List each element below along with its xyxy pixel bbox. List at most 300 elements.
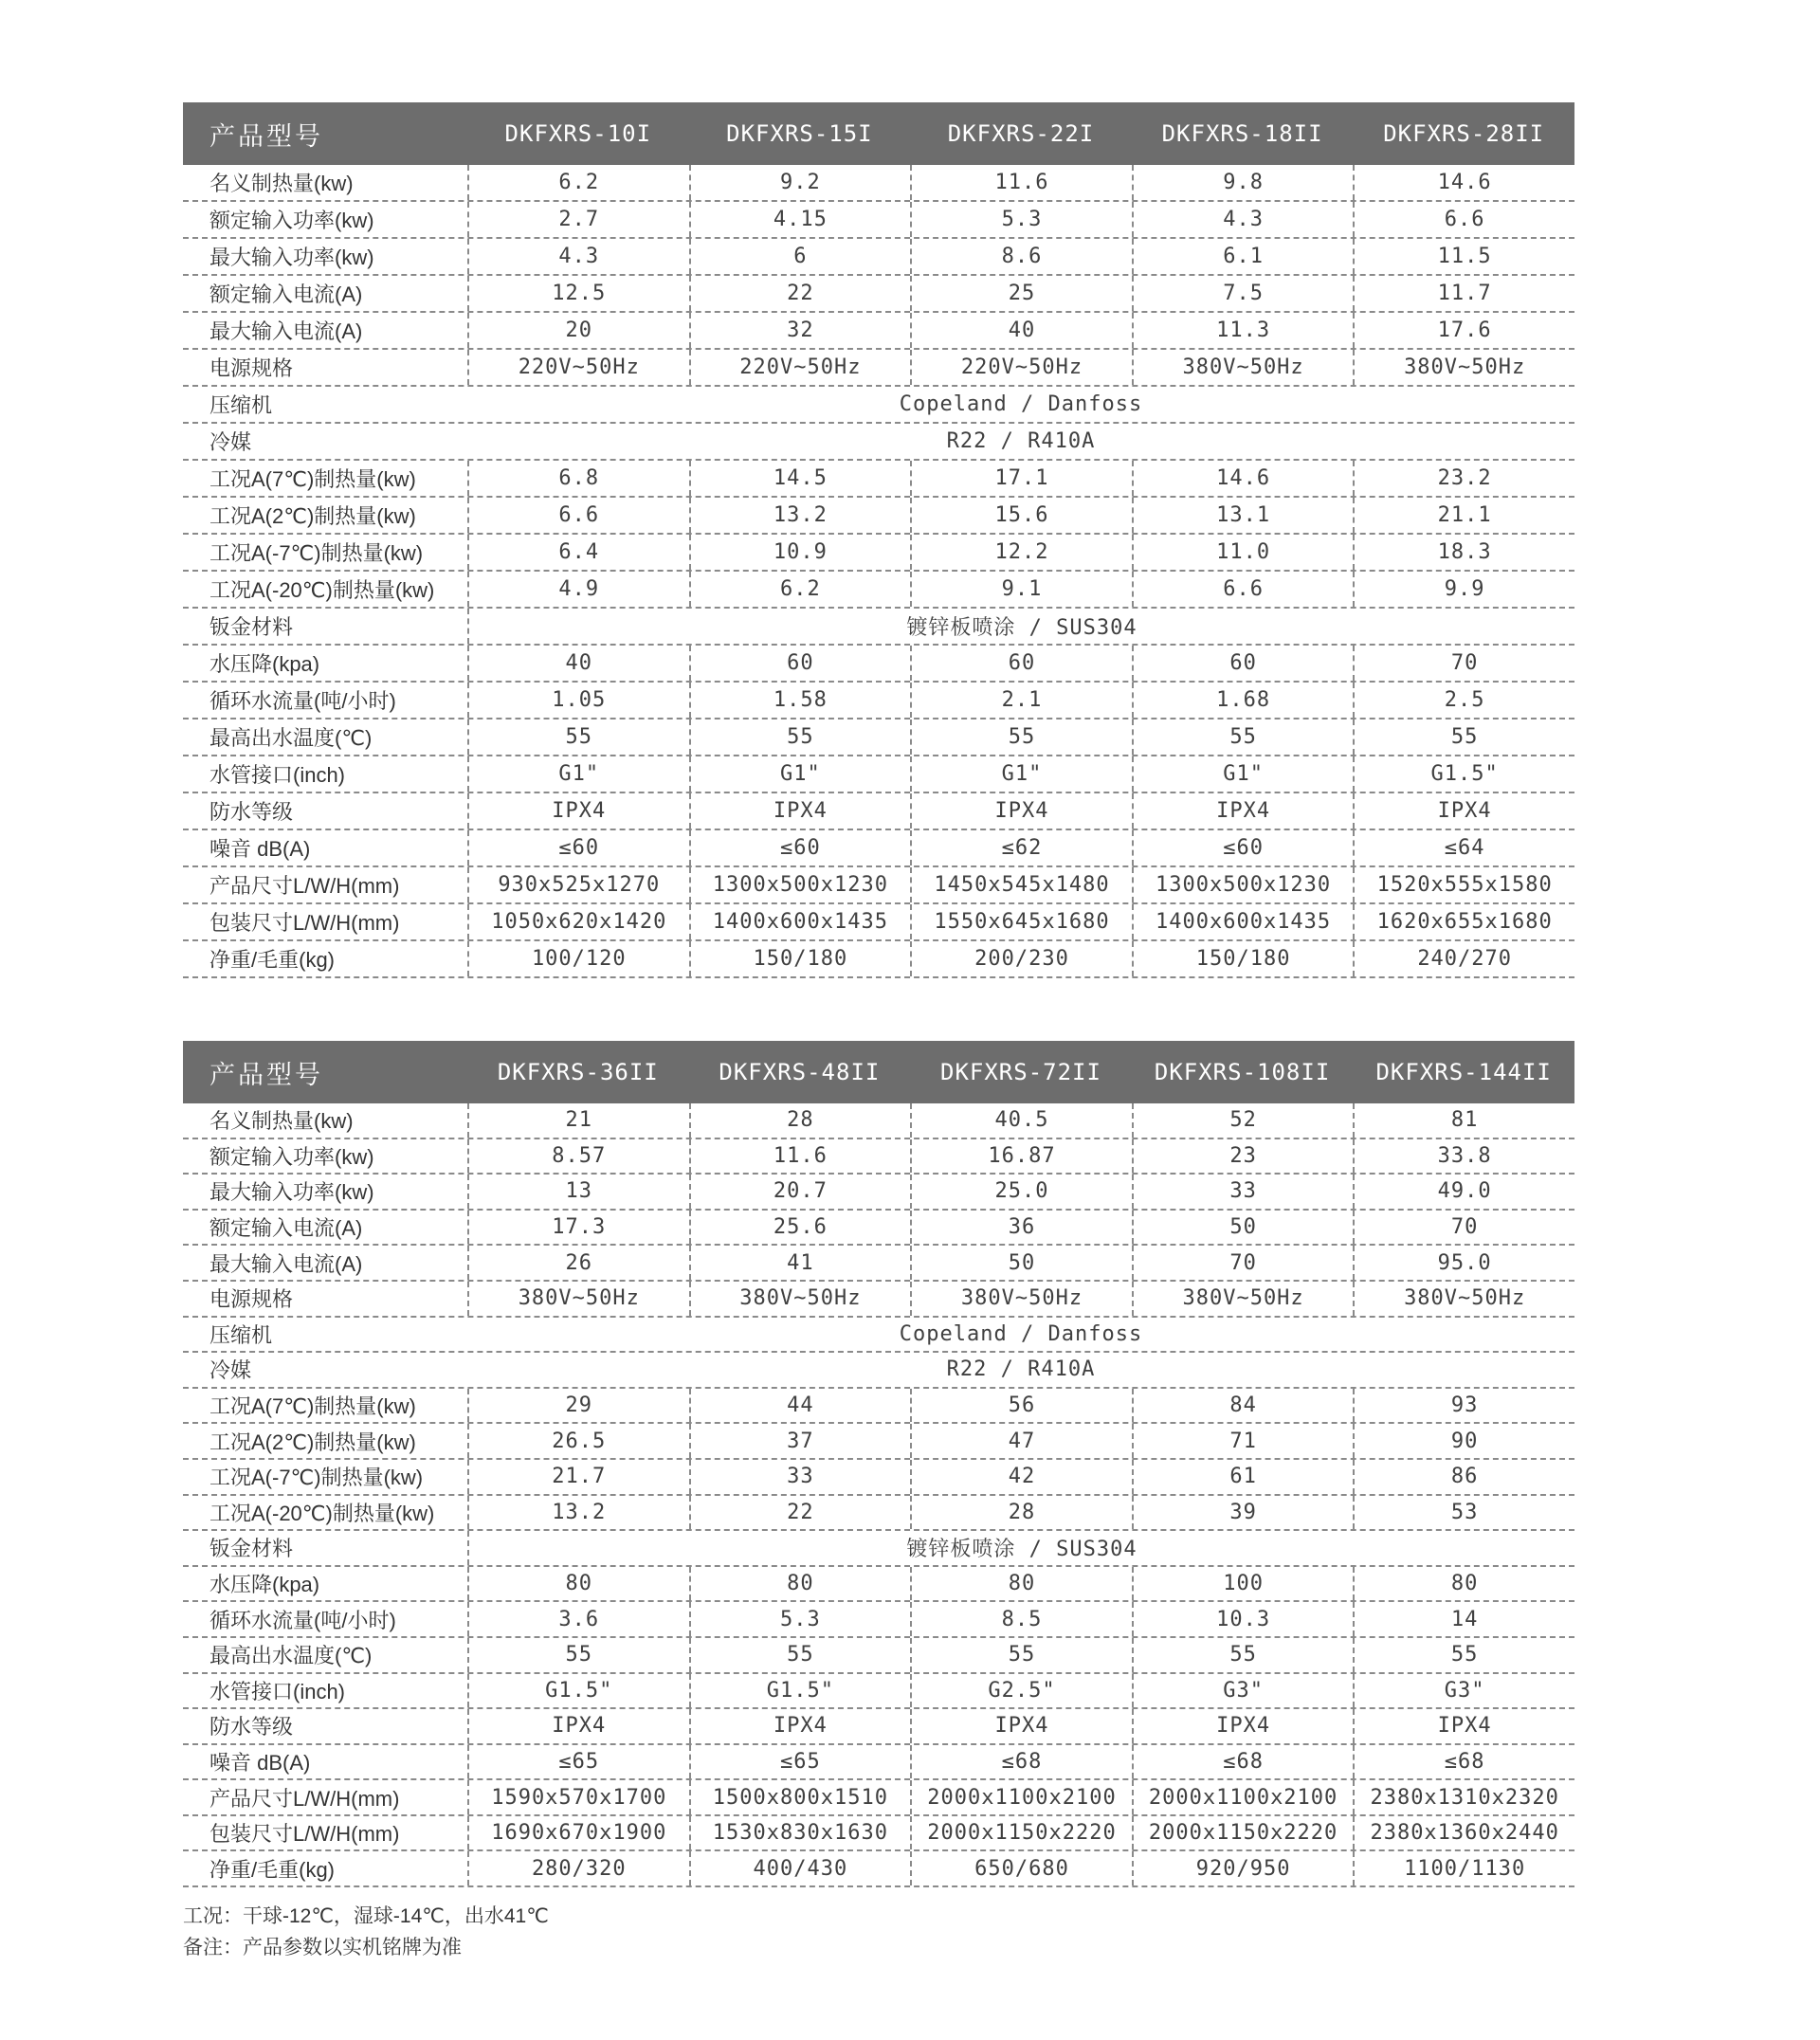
cell-value: 20 [467, 313, 689, 348]
cell-value: 100 [1132, 1567, 1354, 1601]
cell-value: 11.0 [1132, 535, 1354, 570]
cell-value: 42 [910, 1460, 1132, 1494]
cell-value: 70 [1132, 1246, 1354, 1280]
cell-value: 2000x1150x2220 [910, 1816, 1132, 1850]
row-label: 名义制热量(kw) [209, 172, 354, 195]
table-row [183, 1211, 1574, 1247]
cell-value: G1" [1132, 756, 1354, 792]
cell-value: 2.7 [467, 202, 689, 237]
cell-value: ≤68 [1353, 1745, 1574, 1779]
cell-value: 1.05 [467, 683, 689, 718]
cell-value: 7.5 [1132, 276, 1354, 311]
table-row [183, 1246, 1574, 1282]
cell-value: 380V~50Hz [910, 1282, 1132, 1316]
row-label: 防水等级 [209, 1715, 294, 1739]
table-row [183, 1389, 1574, 1425]
cell-value: 14 [1353, 1602, 1574, 1636]
cell-value: 55 [689, 719, 911, 755]
table-row [183, 719, 1574, 756]
cell-value: 22 [689, 276, 911, 311]
cell-value: 44 [689, 1389, 911, 1423]
cell-value: 930x525x1270 [467, 867, 689, 902]
row-label: 循环水流量(吨/小时) [209, 1608, 396, 1632]
span-value: Copeland / Danfoss [899, 392, 1143, 416]
row-label: 工况A(2℃)制热量(kw) [209, 1430, 416, 1454]
cell-value: 17.6 [1353, 313, 1574, 348]
row-label: 净重/毛重(kg) [209, 948, 336, 972]
cell-value: ≤65 [689, 1745, 911, 1779]
table-row [183, 904, 1574, 941]
row-label: 电源规格 [209, 356, 294, 380]
row-label: 压缩机 [209, 1322, 273, 1347]
table-row [183, 239, 1574, 276]
cell-value: 4.3 [467, 239, 689, 274]
cell-value: 50 [1132, 1211, 1354, 1245]
cell-value: 220V~50Hz [689, 350, 911, 385]
table-row [183, 1353, 1574, 1389]
cell-value: 380V~50Hz [467, 1282, 689, 1316]
cell-value: ≤60 [1132, 830, 1354, 865]
row-label: 水压降(kpa) [209, 652, 320, 676]
row-label: 钣金材料 [209, 1537, 294, 1561]
cell-value: ≤64 [1353, 830, 1574, 865]
cell-value: 40.5 [910, 1103, 1132, 1138]
cell-value: 55 [910, 719, 1132, 755]
cell-value: 2.1 [910, 683, 1132, 718]
cell-value: 39 [1132, 1496, 1354, 1530]
cell-value: 1400x600x1435 [1132, 904, 1354, 939]
row-label: 产品尺寸L/W/H(mm) [209, 1786, 400, 1811]
row-label: 额定输入功率(kw) [209, 209, 374, 232]
footnotes [183, 1901, 1820, 1963]
table-row [183, 867, 1574, 904]
cell-value: 6 [689, 239, 911, 274]
table-row [183, 1460, 1574, 1496]
cell-value: 240/270 [1353, 941, 1574, 976]
cell-value: 80 [467, 1567, 689, 1601]
row-label: 名义制热量(kw) [209, 1109, 354, 1134]
cell-value: 61 [1132, 1460, 1354, 1494]
cell-value: 12.5 [467, 276, 689, 311]
cell-value: 2380x1360x2440 [1353, 1816, 1574, 1850]
cell-value: 6.1 [1132, 239, 1354, 274]
cell-value: 11.6 [689, 1139, 911, 1174]
cell-value: 18.3 [1353, 535, 1574, 570]
cell-value: 2380x1310x2320 [1353, 1780, 1574, 1814]
span-value: 镀锌板喷涂 / SUS304 [467, 609, 1574, 644]
cell-value: 36 [910, 1211, 1132, 1245]
row-label: 最大输入功率(kw) [209, 246, 374, 269]
row-label: 最高出水温度(℃) [209, 726, 373, 750]
cell-value: 380V~50Hz [1353, 1282, 1574, 1316]
table-row [183, 1567, 1574, 1603]
table-row [183, 424, 1574, 461]
cell-value: 6.2 [689, 572, 911, 607]
cell-value: 13.2 [689, 498, 911, 533]
row-label: 防水等级 [209, 800, 294, 824]
cell-value: 150/180 [689, 941, 911, 976]
table-row [183, 1816, 1574, 1852]
cell-value: 32 [689, 313, 911, 348]
cell-value: 25 [910, 276, 1132, 311]
cell-value: G1.5" [467, 1674, 689, 1708]
cell-value: 12.2 [910, 535, 1132, 570]
table-row [183, 646, 1574, 683]
cell-value: 29 [467, 1389, 689, 1423]
table-row [183, 793, 1574, 830]
row-label: 最高出水温度(℃) [209, 1644, 373, 1668]
table-row [183, 498, 1574, 535]
cell-value: 5.3 [689, 1602, 911, 1636]
table-row [183, 202, 1574, 239]
cell-value: 11.6 [910, 165, 1132, 200]
spec-table-2 [183, 1041, 1574, 1887]
cell-value: ≤60 [467, 830, 689, 865]
table-row [183, 461, 1574, 498]
row-label: 水管接口(inch) [209, 1679, 346, 1703]
table-row [183, 756, 1574, 793]
cell-value: 6.4 [467, 535, 689, 570]
cell-value: 5.3 [910, 202, 1132, 237]
cell-value: 220V~50Hz [467, 350, 689, 385]
cell-value: IPX4 [467, 1709, 689, 1743]
cell-value: 10.3 [1132, 1602, 1354, 1636]
cell-value: IPX4 [467, 793, 689, 829]
cell-value: 4.15 [689, 202, 911, 237]
row-label: 冷媒 [209, 430, 252, 454]
table-row [183, 1139, 1574, 1175]
span-value: 镀锌板喷涂 / SUS304 [467, 1531, 1574, 1565]
cell-value: 15.6 [910, 498, 1132, 533]
cell-value: 6.6 [1132, 572, 1354, 607]
cell-value: 86 [1353, 1460, 1574, 1494]
table-row [183, 609, 1574, 646]
cell-value: 70 [1353, 646, 1574, 681]
table-row [183, 1103, 1574, 1139]
row-label: 额定输入功率(kw) [209, 1144, 374, 1169]
cell-value: 1400x600x1435 [689, 904, 911, 939]
cell-value: 650/680 [910, 1851, 1132, 1885]
spec-table-1 [183, 102, 1574, 978]
cell-value: 56 [910, 1389, 1132, 1423]
cell-value: 200/230 [910, 941, 1132, 976]
cell-value: G1.5" [1353, 756, 1574, 792]
cell-value: 55 [1132, 1638, 1354, 1672]
table-row [183, 1424, 1574, 1460]
cell-value: 28 [689, 1103, 911, 1138]
cell-value: 33 [1132, 1175, 1354, 1209]
cell-value: 2.5 [1353, 683, 1574, 718]
cell-value: IPX4 [1132, 793, 1354, 829]
cell-value: 14.6 [1353, 165, 1574, 200]
cell-value: 21.1 [1353, 498, 1574, 533]
model-name: DKFXRS-22I [947, 120, 1095, 147]
row-label: 水管接口(inch) [209, 763, 346, 787]
cell-value: 53 [1353, 1496, 1574, 1530]
table-row [183, 276, 1574, 313]
cell-value: 47 [910, 1424, 1132, 1458]
cell-value: IPX4 [1132, 1709, 1354, 1743]
cell-value: 1530x830x1630 [689, 1816, 911, 1850]
row-label: 工况A(-7℃)制热量(kw) [209, 1466, 424, 1490]
table-header-row [183, 102, 1574, 165]
cell-value: 71 [1132, 1424, 1354, 1458]
cell-value: 1500x800x1510 [689, 1780, 911, 1814]
cell-value: 9.2 [689, 165, 911, 200]
cell-value: G1" [467, 756, 689, 792]
row-label: 最大输入功率(kw) [209, 1180, 374, 1205]
cell-value: 6.2 [467, 165, 689, 200]
row-label: 包装尺寸L/W/H(mm) [209, 911, 400, 935]
span-value: R22 / R410A [946, 429, 1096, 453]
cell-value: 21 [467, 1103, 689, 1138]
row-label: 噪音 dB(A) [209, 837, 311, 861]
cell-value: 1300x500x1230 [1132, 867, 1354, 902]
table-row [183, 572, 1574, 609]
cell-value: ≤68 [910, 1745, 1132, 1779]
table-row [183, 1318, 1574, 1354]
product-model-header: 产品型号 [209, 121, 323, 151]
row-label: 工况A(-20℃)制热量(kw) [209, 1501, 435, 1525]
cell-value: 60 [910, 646, 1132, 681]
model-name: DKFXRS-72II [940, 1059, 1101, 1085]
cell-value: G1" [689, 756, 911, 792]
cell-value: G2.5" [910, 1674, 1132, 1708]
table-row [183, 350, 1574, 387]
cell-value: 70 [1353, 1211, 1574, 1245]
cell-value: ≤65 [467, 1745, 689, 1779]
row-label: 净重/毛重(kg) [209, 1857, 336, 1882]
cell-value: 6.8 [467, 461, 689, 496]
model-name: DKFXRS-28II [1383, 120, 1545, 147]
row-label: 压缩机 [209, 393, 273, 417]
cell-value: 55 [1353, 1638, 1574, 1672]
row-label: 噪音 dB(A) [209, 1750, 311, 1775]
cell-value: 6.6 [1353, 202, 1574, 237]
table-row [183, 1602, 1574, 1638]
row-label: 最大输入电流(A) [209, 319, 363, 343]
cell-value: 9.1 [910, 572, 1132, 607]
row-label: 工况A(7℃)制热量(kw) [209, 467, 416, 491]
cell-value: 10.9 [689, 535, 911, 570]
cell-value: 11.7 [1353, 276, 1574, 311]
cell-value: 13 [467, 1175, 689, 1209]
table-row [183, 941, 1574, 978]
span-value: Copeland / Danfoss [899, 1321, 1143, 1346]
cell-value: 4.3 [1132, 202, 1354, 237]
cell-value: 84 [1132, 1389, 1354, 1423]
cell-value: 81 [1353, 1103, 1574, 1138]
cell-value: 80 [689, 1567, 911, 1601]
cell-value: 1590x570x1700 [467, 1780, 689, 1814]
table-row [183, 683, 1574, 719]
cell-value: 52 [1132, 1103, 1354, 1138]
cell-value: 55 [910, 1638, 1132, 1672]
model-name: DKFXRS-48II [719, 1059, 881, 1085]
cell-value: 37 [689, 1424, 911, 1458]
cell-value: 100/120 [467, 941, 689, 976]
cell-value: 25.0 [910, 1175, 1132, 1209]
cell-value: IPX4 [689, 1709, 911, 1743]
cell-value: G3" [1132, 1674, 1354, 1708]
table-row [183, 1282, 1574, 1318]
cell-value: 8.6 [910, 239, 1132, 274]
model-name: DKFXRS-10I [504, 120, 652, 147]
cell-value: 1.68 [1132, 683, 1354, 718]
cell-value: 9.9 [1353, 572, 1574, 607]
row-label: 产品尺寸L/W/H(mm) [209, 874, 400, 898]
product-model-header: 产品型号 [209, 1060, 323, 1089]
table-row [183, 1709, 1574, 1745]
cell-value: IPX4 [1353, 793, 1574, 829]
table-row [183, 387, 1574, 424]
footnote-remark: 备注：产品参数以实机铭牌为准 [183, 1937, 462, 1959]
cell-value: G1.5" [689, 1674, 911, 1708]
cell-value: 50 [910, 1246, 1132, 1280]
cell-value: 25.6 [689, 1211, 911, 1245]
row-label: 额定输入电流(A) [209, 1216, 363, 1241]
cell-value: 23 [1132, 1139, 1354, 1174]
table-row [183, 313, 1574, 350]
cell-value: 93 [1353, 1389, 1574, 1423]
cell-value: 28 [910, 1496, 1132, 1530]
cell-value: 14.6 [1132, 461, 1354, 496]
cell-value: 14.5 [689, 461, 911, 496]
cell-value: 16.87 [910, 1139, 1132, 1174]
row-label: 工况A(-7℃)制热量(kw) [209, 541, 424, 565]
cell-value: 20.7 [689, 1175, 911, 1209]
cell-value: 1.58 [689, 683, 911, 718]
table-row [183, 1745, 1574, 1781]
table-row [183, 535, 1574, 572]
cell-value: IPX4 [910, 1709, 1132, 1743]
cell-value: ≤60 [689, 830, 911, 865]
cell-value: G1" [910, 756, 1132, 792]
model-name: DKFXRS-144II [1375, 1059, 1552, 1085]
cell-value: 220V~50Hz [910, 350, 1132, 385]
cell-value: 22 [689, 1496, 911, 1530]
cell-value: 920/950 [1132, 1851, 1354, 1885]
cell-value: 55 [467, 719, 689, 755]
model-name: DKFXRS-18II [1161, 120, 1323, 147]
cell-value: 380V~50Hz [1353, 350, 1574, 385]
cell-value: 1690x670x1900 [467, 1816, 689, 1850]
cell-value: 6.6 [467, 498, 689, 533]
cell-value: 40 [467, 646, 689, 681]
row-label: 电源规格 [209, 1287, 294, 1312]
cell-value: 1450x545x1480 [910, 867, 1132, 902]
cell-value: 1300x500x1230 [689, 867, 911, 902]
cell-value: 40 [910, 313, 1132, 348]
cell-value: 1550x645x1680 [910, 904, 1132, 939]
cell-value: ≤68 [1132, 1745, 1354, 1779]
cell-value: IPX4 [689, 793, 911, 829]
cell-value: 380V~50Hz [689, 1282, 911, 1316]
table-row [183, 830, 1574, 867]
cell-value: 41 [689, 1246, 911, 1280]
cell-value: 21.7 [467, 1460, 689, 1494]
model-name: DKFXRS-36II [497, 1059, 659, 1085]
cell-value: 280/320 [467, 1851, 689, 1885]
cell-value: 23.2 [1353, 461, 1574, 496]
cell-value: 8.57 [467, 1139, 689, 1174]
cell-value: 55 [1132, 719, 1354, 755]
cell-value: ≤62 [910, 830, 1132, 865]
cell-value: 17.3 [467, 1211, 689, 1245]
table-row [183, 1531, 1574, 1567]
cell-value: 1100/1130 [1353, 1851, 1574, 1885]
cell-value: 150/180 [1132, 941, 1354, 976]
cell-value: 55 [467, 1638, 689, 1672]
cell-value: 3.6 [467, 1602, 689, 1636]
row-label: 工况A(-20℃)制热量(kw) [209, 578, 435, 602]
table-header-row [183, 1041, 1574, 1103]
table-row [183, 1780, 1574, 1816]
cell-value: 1050x620x1420 [467, 904, 689, 939]
cell-value: 400/430 [689, 1851, 911, 1885]
cell-value: 33 [689, 1460, 911, 1494]
row-label: 工况A(7℃)制热量(kw) [209, 1394, 416, 1419]
cell-value: 380V~50Hz [1132, 350, 1354, 385]
cell-value: G3" [1353, 1674, 1574, 1708]
table-row [183, 1674, 1574, 1710]
row-label: 水压降(kpa) [209, 1573, 320, 1597]
table-row [183, 1175, 1574, 1211]
row-label: 工况A(2℃)制热量(kw) [209, 504, 416, 528]
cell-value: IPX4 [910, 793, 1132, 829]
table-row [183, 165, 1574, 202]
model-name: DKFXRS-108II [1154, 1059, 1331, 1085]
cell-value: 2000x1150x2220 [1132, 1816, 1354, 1850]
cell-value: 80 [1353, 1567, 1574, 1601]
cell-value: 11.3 [1132, 313, 1354, 348]
cell-value: 33.8 [1353, 1139, 1574, 1174]
cell-value: 55 [689, 1638, 911, 1672]
table-row [183, 1638, 1574, 1674]
cell-value: 2000x1100x2100 [1132, 1780, 1354, 1814]
cell-value: 8.5 [910, 1602, 1132, 1636]
cell-value: 49.0 [1353, 1175, 1574, 1209]
cell-value: 80 [910, 1567, 1132, 1601]
cell-value: 13.2 [467, 1496, 689, 1530]
span-value: R22 / R410A [946, 1357, 1096, 1382]
cell-value: 11.5 [1353, 239, 1574, 274]
cell-value: IPX4 [1353, 1709, 1574, 1743]
cell-value: 90 [1353, 1424, 1574, 1458]
cell-value: 55 [1353, 719, 1574, 755]
cell-value: 26 [467, 1246, 689, 1280]
cell-value: 26.5 [467, 1424, 689, 1458]
table-row [183, 1496, 1574, 1532]
row-label: 包装尺寸L/W/H(mm) [209, 1822, 400, 1847]
cell-value: 380V~50Hz [1132, 1282, 1354, 1316]
cell-value: 4.9 [467, 572, 689, 607]
cell-value: 60 [689, 646, 911, 681]
cell-value: 9.8 [1132, 165, 1354, 200]
table-row [183, 1851, 1574, 1887]
model-name: DKFXRS-15I [726, 120, 873, 147]
row-label: 额定输入电流(A) [209, 282, 363, 306]
cell-value: 2000x1100x2100 [910, 1780, 1132, 1814]
cell-value: 13.1 [1132, 498, 1354, 533]
footnote-conditions: 工况：干球-12℃，湿球-14℃，出水41℃ [183, 1905, 549, 1928]
cell-value: 60 [1132, 646, 1354, 681]
cell-value: 17.1 [910, 461, 1132, 496]
cell-value: 1620x655x1680 [1353, 904, 1574, 939]
cell-value: 1520x555x1580 [1353, 867, 1574, 902]
row-label: 钣金材料 [209, 615, 294, 639]
row-label: 循环水流量(吨/小时) [209, 689, 396, 713]
